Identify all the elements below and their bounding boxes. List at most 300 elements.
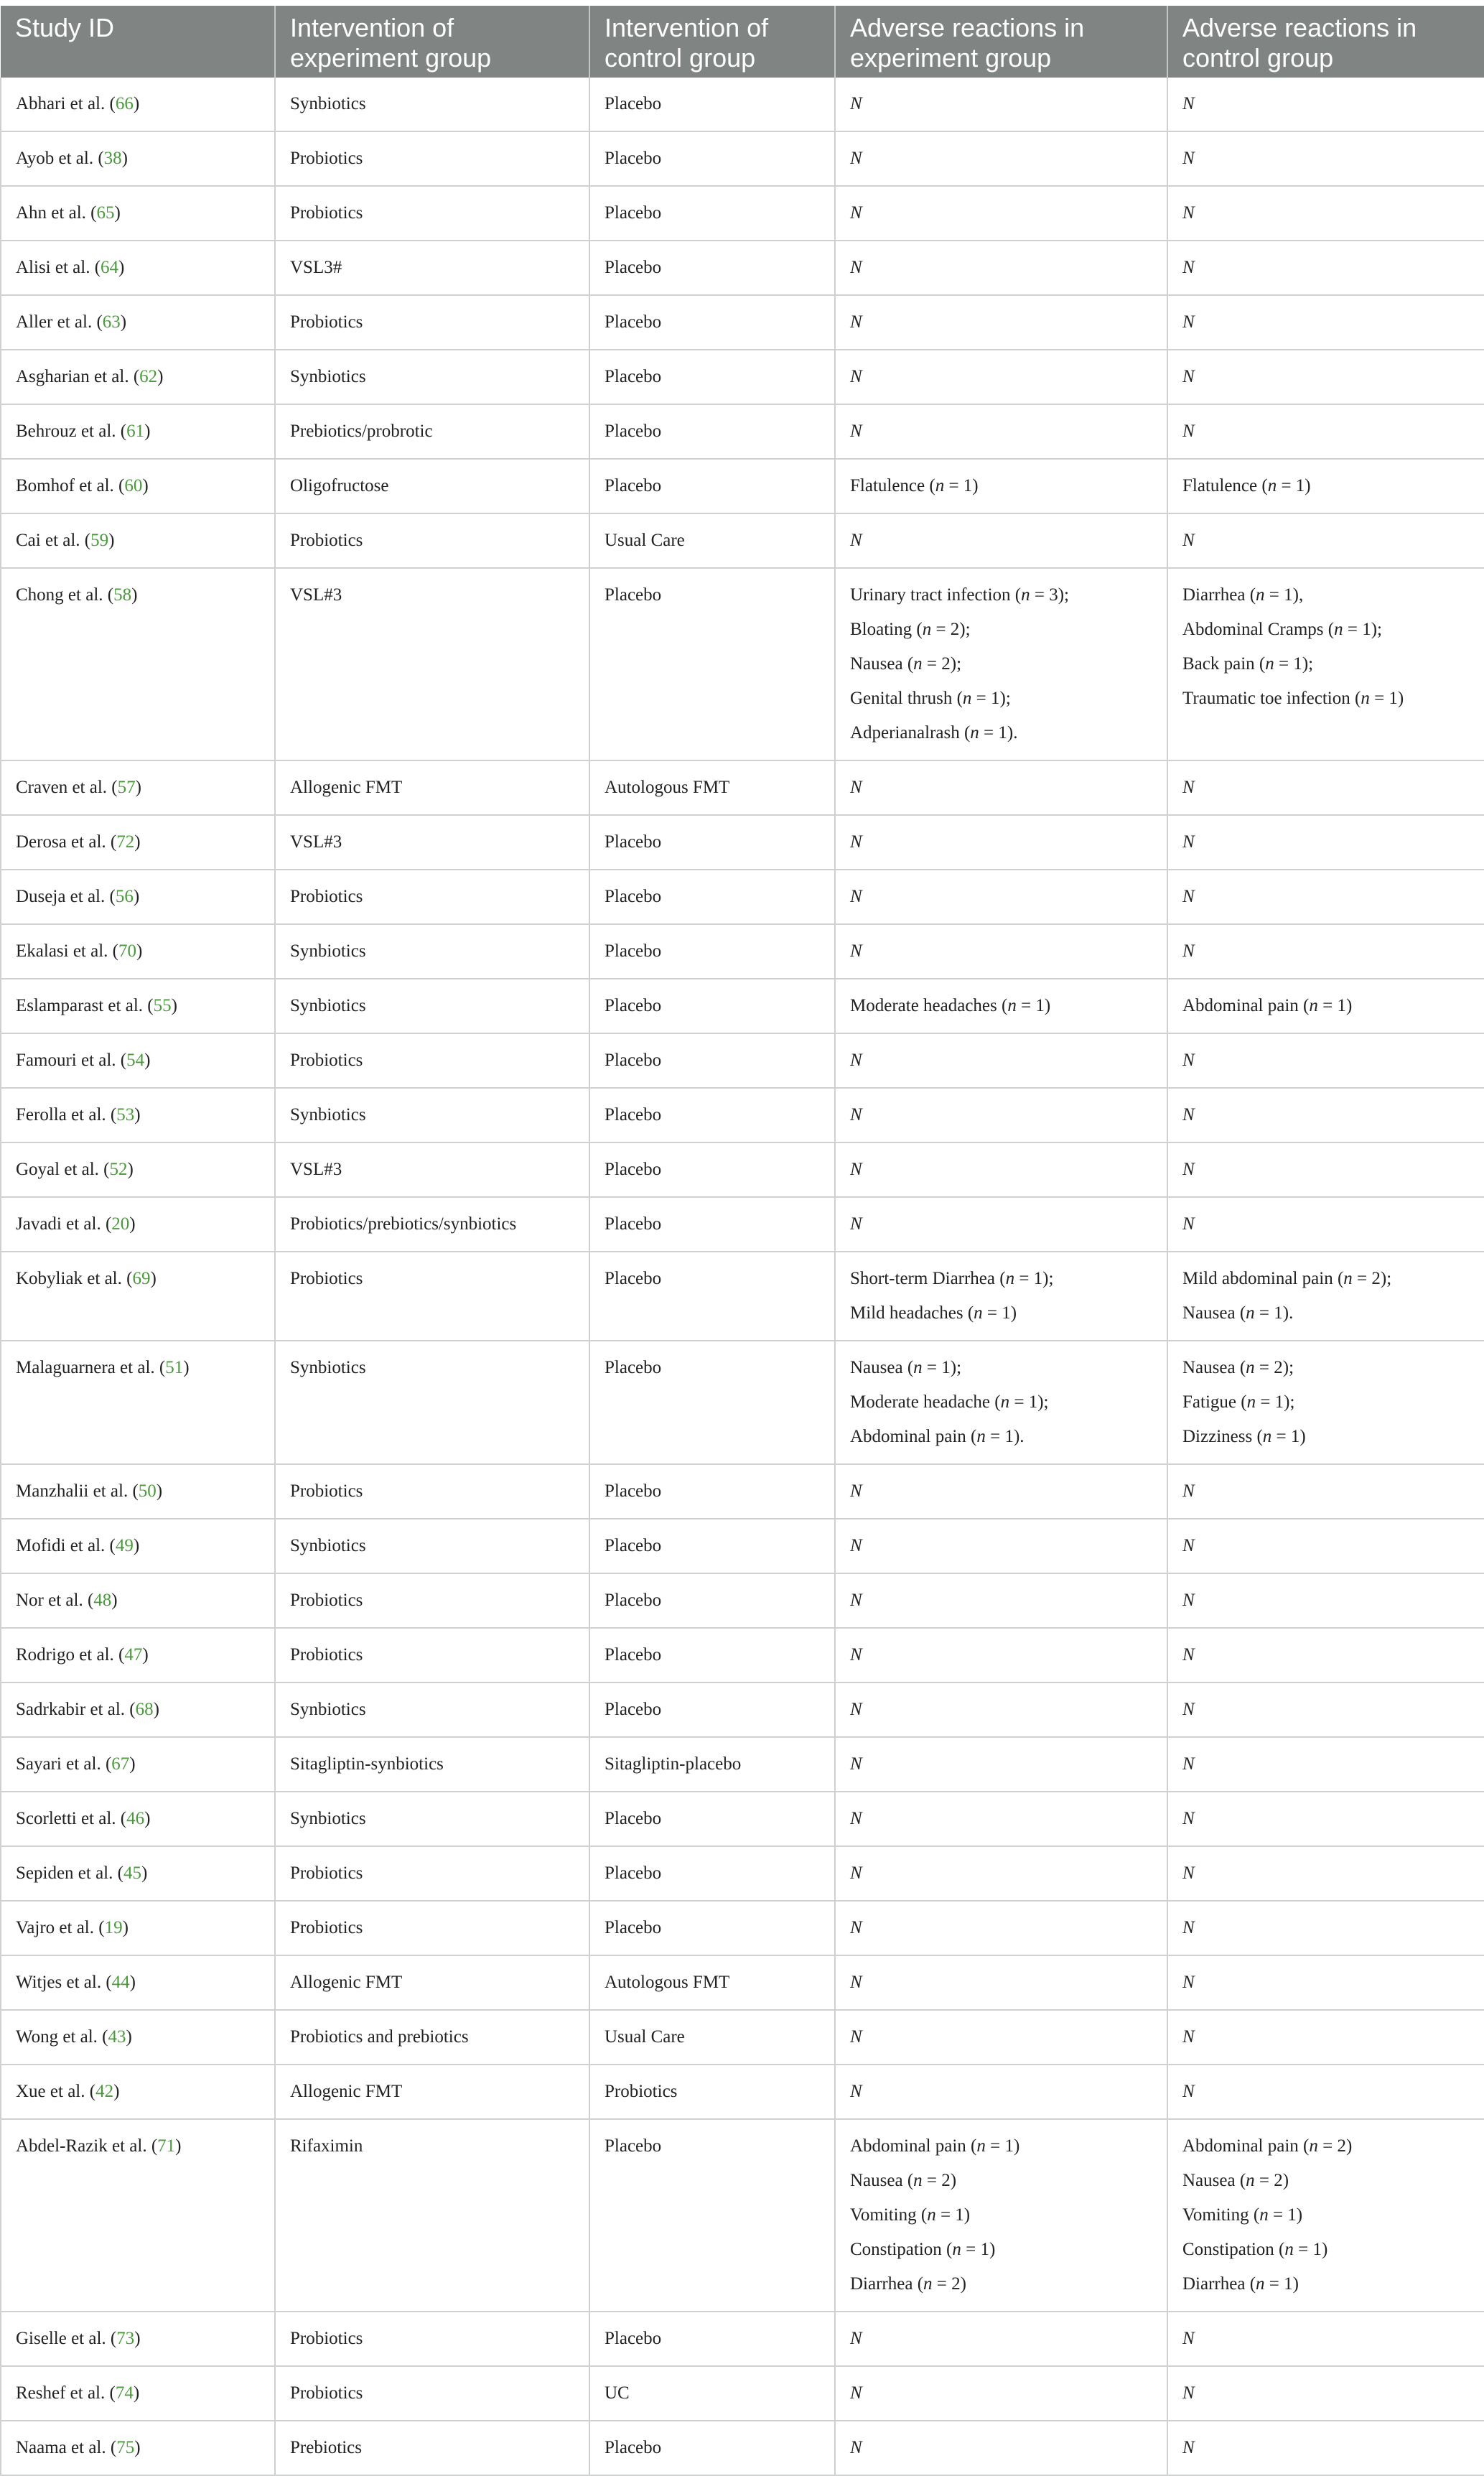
adverse-reaction-entry: N [850,422,862,441]
table-row [1,1955,1484,2010]
adverse-control-cell [1167,459,1484,513]
adverse-control-cell [1167,1341,1484,1464]
reference-link[interactable]: 72 [116,832,135,852]
adverse-reaction-entry: N [1182,203,1195,223]
study-author: Derosa et al. ( [16,832,117,852]
table-row [1,870,1484,924]
adverse-experiment-cell [835,1464,1167,1519]
reference-link[interactable]: 42 [95,2082,114,2101]
experiment-intervention-cell: Probiotics [275,1033,589,1088]
reference-link[interactable]: 58 [113,585,132,605]
table-row [1,1341,1484,1464]
adverse-reaction-entry: N [1182,2329,1195,2348]
adverse-experiment-cell [835,1519,1167,1573]
adverse-control-cell [1167,815,1484,870]
control-intervention-cell: Placebo [589,1033,835,1088]
control-intervention-cell: Usual Care [589,513,835,568]
adverse-experiment-cell [835,760,1167,815]
adverse-reaction-entry: N [850,778,862,797]
adverse-reaction-entry: Urinary tract infection (n = 3); [850,585,1069,605]
study-author: Scorletti et al. ( [16,1809,127,1828]
adverse-reaction-entry: Nausea (n = 2); [850,654,962,674]
reference-link[interactable]: 54 [126,1051,145,1070]
adverse-reaction-entry: Genital thrush (n = 1); [850,689,1011,708]
table-row [1,815,1484,870]
experiment-intervention-cell: Prebiotics/probrotic [275,404,589,459]
reference-link[interactable]: 46 [126,1809,145,1828]
reference-close-paren: ) [144,1051,151,1070]
adverse-reaction-entry: N [850,1645,862,1665]
reference-close-paren: ) [157,367,164,386]
control-intervention-cell: Placebo [589,1792,835,1846]
adverse-reaction-entry: N [850,1051,862,1070]
study-id-cell [1,760,275,815]
reference-link[interactable]: 51 [165,1358,184,1377]
table-row [1,924,1484,979]
study-author: Kobyliak et al. ( [16,1269,133,1288]
reference-link[interactable]: 66 [115,94,134,113]
adverse-experiment-cell [835,870,1167,924]
control-intervention-cell: Placebo [589,815,835,870]
reference-link[interactable]: 60 [124,476,143,495]
adverse-reaction-entry: Traumatic toe infection (n = 1) [1182,689,1404,708]
adverse-reaction-entry: Constipation (n = 1) [1182,2240,1328,2259]
table-row [1,1252,1484,1341]
reference-link[interactable]: 48 [93,1591,112,1610]
adverse-reaction-entry: N [1182,941,1195,961]
adverse-reaction-entry: N [1182,1481,1195,1501]
experiment-intervention-cell: Probiotics [275,1252,589,1341]
adverse-control-cell [1167,1088,1484,1142]
table-row [1,568,1484,760]
adverse-reaction-entry: N [850,887,862,906]
adverse-reaction-entry: N [850,2383,862,2403]
reference-link[interactable]: 64 [101,258,119,277]
adverse-reaction-entry: Abdominal Cramps (n = 1); [1182,620,1382,639]
experiment-intervention-cell: Oligofructose [275,459,589,513]
study-author: Nor et al. ( [16,1591,94,1610]
adverse-reaction-entry: N [1182,1214,1195,1234]
experiment-intervention-cell: Synbiotics [275,78,589,131]
reference-close-paren: ) [129,1973,136,1992]
reference-close-paren: ) [183,1358,190,1377]
reference-close-paren: ) [134,2438,141,2457]
table-row [1,2421,1484,2475]
control-intervention-cell: Placebo [589,350,835,404]
table-row [1,2312,1484,2366]
adverse-experiment-cell [835,350,1167,404]
table-row [1,1088,1484,1142]
study-id-cell [1,2366,275,2421]
adverse-control-cell [1167,513,1484,568]
study-id-cell [1,1142,275,1197]
adverse-control-cell [1167,1142,1484,1197]
table-row [1,1573,1484,1628]
reference-close-paren: ) [171,996,177,1015]
experiment-intervention-cell: Synbiotics [275,1792,589,1846]
control-intervention-cell: Placebo [589,1252,835,1341]
study-id-cell [1,1792,275,1846]
control-intervention-cell: Placebo [589,1628,835,1683]
study-id-cell [1,186,275,241]
reference-link[interactable]: 43 [108,2027,126,2047]
table-row [1,295,1484,350]
adverse-reaction-entry: N [850,258,862,277]
adverse-control-cell [1167,1792,1484,1846]
header-study-id: Study ID [1,6,275,78]
adverse-control-cell [1167,1033,1484,1088]
study-author: Mofidi et al. ( [16,1536,116,1555]
table-row [1,1792,1484,1846]
control-intervention-cell: UC [589,2366,835,2421]
adverse-reaction-entry: Diarrhea (n = 1) [1182,2274,1299,2294]
adverse-reaction-entry: N [850,1591,862,1610]
reference-link[interactable]: 57 [117,778,136,797]
table-row [1,1683,1484,1737]
reference-link[interactable]: 52 [109,1160,128,1179]
study-id-cell [1,350,275,404]
control-intervention-cell: Placebo [589,2312,835,2366]
adverse-experiment-cell [835,2312,1167,2366]
study-author: Ekalasi et al. ( [16,941,118,961]
adverse-reaction-entry: Nausea (n = 1); [850,1358,962,1377]
adverse-experiment-cell [835,513,1167,568]
reference-close-paren: ) [131,585,138,605]
adverse-reaction-entry: N [1182,258,1195,277]
adverse-reaction-entry: Abdominal pain (n = 1) [1182,996,1353,1015]
adverse-reaction-entry: Mild headaches (n = 1) [850,1303,1017,1323]
experiment-intervention-cell: Probiotics [275,513,589,568]
adverse-control-cell [1167,2366,1484,2421]
control-intervention-cell: Placebo [589,870,835,924]
adverse-experiment-cell [835,295,1167,350]
adverse-reaction-entry: N [1182,94,1195,113]
adverse-reaction-entry: N [850,1105,862,1125]
adverse-experiment-cell [835,1901,1167,1955]
adverse-experiment-cell [835,404,1167,459]
adverse-experiment-cell [835,241,1167,295]
control-intervention-cell: Placebo [589,186,835,241]
study-author: Ahn et al. ( [16,203,97,223]
adverse-reaction-entry: N [850,367,862,386]
adverse-reaction-entry: Moderate headaches (n = 1) [850,996,1051,1015]
study-author: Naama et al. ( [16,2438,117,2457]
adverse-reaction-entry: N [1182,1160,1195,1179]
adverse-reaction-entry: N [1182,531,1195,550]
study-id-cell [1,1737,275,1792]
study-id-cell [1,2010,275,2065]
reference-close-paren: ) [134,2329,141,2348]
reference-link[interactable]: 69 [132,1269,151,1288]
reference-close-paren: ) [120,312,127,332]
reference-link[interactable]: 19 [104,1918,123,1937]
adverse-reaction-entry: Vomiting (n = 1) [850,2205,971,2225]
study-id-cell [1,2421,275,2475]
adverse-reaction-entry: N [1182,1536,1195,1555]
adverse-control-cell [1167,924,1484,979]
adverse-reaction-entry: N [850,149,862,168]
adverse-control-cell [1167,1519,1484,1573]
study-author: Giselle et al. ( [16,2329,117,2348]
reference-close-paren: ) [150,1269,157,1288]
reference-link[interactable]: 61 [126,422,145,441]
adverse-reaction-entry: Short-term Diarrhea (n = 1); [850,1269,1054,1288]
adverse-control-cell [1167,1464,1484,1519]
study-id-cell [1,2312,275,2366]
adverse-reaction-entry: N [1182,149,1195,168]
study-author: Witjes et al. ( [16,1973,112,1992]
control-intervention-cell: Autologous FMT [589,1955,835,2010]
experiment-intervention-cell: VSL3# [275,241,589,295]
adverse-reaction-entry: Diarrhea (n = 2) [850,2274,966,2294]
adverse-experiment-cell [835,2010,1167,2065]
adverse-reaction-entry: N [850,1214,862,1234]
experiment-intervention-cell: Probiotics/prebiotics/synbiotics [275,1197,589,1252]
reference-close-paren: ) [141,1863,148,1883]
study-id-cell [1,1033,275,1088]
reference-link[interactable]: 50 [138,1481,157,1501]
adverse-reaction-entry: N [850,1481,862,1501]
adverse-reaction-entry: N [850,2438,862,2457]
reference-close-paren: ) [121,149,128,168]
experiment-intervention-cell: VSL#3 [275,1142,589,1197]
adverse-reaction-entry: Constipation (n = 1) [850,2240,996,2259]
adverse-reaction-entry: Abdominal pain (n = 1) [850,2136,1020,2156]
control-intervention-cell: Placebo [589,131,835,186]
experiment-intervention-cell: Synbiotics [275,350,589,404]
table-row [1,78,1484,131]
adverse-reaction-entry: N [1182,1051,1195,1070]
experiment-intervention-cell: VSL#3 [275,815,589,870]
reference-link[interactable]: 59 [90,531,109,550]
study-id-cell [1,870,275,924]
adverse-reaction-entry: N [850,203,862,223]
table-row [1,1628,1484,1683]
adverse-control-cell [1167,870,1484,924]
table-body [1,78,1484,2475]
table-row [1,1464,1484,1519]
adverse-experiment-cell [835,1142,1167,1197]
reference-close-paren: ) [142,476,149,495]
reference-link[interactable]: 45 [123,1863,141,1883]
reference-link[interactable]: 65 [96,203,115,223]
adverse-reaction-entry: N [850,1918,862,1937]
experiment-intervention-cell: Prebiotics [275,2421,589,2475]
adverse-reaction-entry: N [1182,2027,1195,2047]
adverse-experiment-cell [835,924,1167,979]
adverse-control-cell [1167,1846,1484,1901]
adverse-control-cell [1167,979,1484,1033]
table-row [1,1901,1484,1955]
study-author: Sayari et al. ( [16,1754,112,1774]
reference-link[interactable]: 67 [111,1754,130,1774]
adverse-reaction-entry: Nausea (n = 2) [850,2171,957,2190]
adverse-reaction-entry: N [1182,1105,1195,1125]
experiment-intervention-cell: Probiotics [275,131,589,186]
study-author: Asgharian et al. ( [16,367,140,386]
table-row [1,1033,1484,1088]
adverse-reaction-entry: Nausea (n = 1). [1182,1303,1294,1323]
reference-close-paren: ) [144,1809,151,1828]
experiment-intervention-cell: Synbiotics [275,1519,589,1573]
experiment-intervention-cell: Probiotics [275,870,589,924]
adverse-reaction-entry: N [850,1160,862,1179]
experiment-intervention-cell: Probiotics [275,2312,589,2366]
adverse-control-cell [1167,131,1484,186]
reference-close-paren: ) [133,94,140,113]
adverse-reaction-entry: N [1182,2438,1195,2457]
control-intervention-cell: Placebo [589,2421,835,2475]
study-author: Reshef et al. ( [16,2383,116,2403]
reference-link[interactable]: 38 [103,149,122,168]
reference-link[interactable]: 20 [111,1214,130,1234]
study-id-cell [1,1519,275,1573]
study-id-cell [1,2119,275,2312]
reference-link[interactable]: 49 [115,1536,134,1555]
study-id-cell [1,241,275,295]
study-id-cell [1,979,275,1033]
reference-close-paren: ) [118,258,125,277]
reference-link[interactable]: 47 [124,1645,143,1665]
adverse-reaction-entry: Abdominal pain (n = 1). [850,1427,1025,1446]
reference-link[interactable]: 75 [116,2438,135,2457]
table-header [1,6,1484,78]
adverse-control-cell [1167,1737,1484,1792]
adverse-reaction-entry: N [1182,1973,1195,1992]
adverse-reaction-entry: N [1182,778,1195,797]
adverse-experiment-cell [835,1955,1167,2010]
table-row [1,513,1484,568]
study-author: Vajro et al. ( [16,1918,105,1937]
study-id-cell [1,1628,275,1683]
reference-link[interactable]: 56 [115,887,134,906]
adverse-control-cell [1167,1683,1484,1737]
adverse-control-cell [1167,2421,1484,2475]
reference-close-paren: ) [175,2136,182,2156]
adverse-reaction-entry: N [850,941,862,961]
study-id-cell [1,924,275,979]
adverse-experiment-cell [835,1197,1167,1252]
reference-close-paren: ) [133,887,140,906]
table-row [1,1737,1484,1792]
study-author: Craven et al. ( [16,778,118,797]
reference-link[interactable]: 55 [153,996,172,1015]
table-row [1,979,1484,1033]
study-author: Bomhof et al. ( [16,476,125,495]
reference-link[interactable]: 63 [102,312,121,332]
reference-close-paren: ) [127,1160,134,1179]
study-author: Aller et al. ( [16,312,103,332]
adverse-control-cell [1167,186,1484,241]
reference-link[interactable]: 68 [135,1700,154,1719]
study-id-cell [1,131,275,186]
control-intervention-cell: Placebo [589,1088,835,1142]
reference-link[interactable]: 74 [115,2383,134,2403]
reference-close-paren: ) [142,1645,149,1665]
study-author: Goyal et al. ( [16,1160,110,1179]
experiment-intervention-cell: Allogenic FMT [275,2065,589,2119]
reference-close-paren: ) [136,941,143,961]
adverse-reaction-entry: Dizziness (n = 1) [1182,1427,1306,1446]
study-author: Wong et al. ( [16,2027,108,2047]
reference-link[interactable]: 70 [118,941,136,961]
reference-link[interactable]: 62 [139,367,158,386]
adverse-experiment-cell [835,2065,1167,2119]
adverse-reaction-entry: N [1182,422,1195,441]
control-intervention-cell: Placebo [589,1901,835,1955]
study-id-cell [1,1252,275,1341]
header-intervention-control: Intervention of control group [589,6,835,78]
adverse-experiment-cell [835,1792,1167,1846]
study-author: Rodrigo et al. ( [16,1645,125,1665]
control-intervention-cell: Placebo [589,1464,835,1519]
adverse-experiment-cell [835,78,1167,131]
adverse-reaction-entry: Abdominal pain (n = 2) [1182,2136,1353,2156]
study-author: Famouri et al. ( [16,1051,127,1070]
control-intervention-cell: Usual Care [589,2010,835,2065]
reference-link[interactable]: 71 [157,2136,176,2156]
experiment-intervention-cell: Probiotics [275,1464,589,1519]
reference-link[interactable]: 53 [116,1105,135,1125]
adverse-control-cell [1167,2065,1484,2119]
control-intervention-cell: Placebo [589,1846,835,1901]
reference-link[interactable]: 44 [111,1973,130,1992]
adverse-reaction-entry: N [1182,887,1195,906]
experiment-intervention-cell: Rifaximin [275,2119,589,2312]
experiment-intervention-cell: Allogenic FMT [275,1955,589,2010]
reference-close-paren: ) [111,1591,118,1610]
experiment-intervention-cell: Synbiotics [275,924,589,979]
adverse-reaction-entry: N [1182,832,1195,852]
control-intervention-cell: Placebo [589,1341,835,1464]
study-author: Sepiden et al. ( [16,1863,123,1883]
adverse-reaction-entry: Nausea (n = 2); [1182,1358,1294,1377]
reference-link[interactable]: 73 [116,2329,135,2348]
study-author: Abdel-Razik et al. ( [16,2136,158,2156]
study-author: Chong et al. ( [16,585,114,605]
study-author: Duseja et al. ( [16,887,116,906]
adverse-reaction-entry: N [850,1863,862,1883]
adverse-reaction-entry: N [850,1754,862,1774]
adverse-experiment-cell [835,459,1167,513]
adverse-control-cell [1167,2312,1484,2366]
adverse-control-cell [1167,2010,1484,2065]
study-id-cell [1,404,275,459]
adverse-experiment-cell [835,2366,1167,2421]
reference-close-paren: ) [134,1105,141,1125]
adverse-reaction-entry: Diarrhea (n = 1), [1182,585,1304,605]
adverse-experiment-cell [835,1573,1167,1628]
adverse-control-cell [1167,295,1484,350]
adverse-control-cell [1167,1252,1484,1341]
reference-close-paren: ) [122,1918,129,1937]
header-adverse-control: Adverse reactions in control group [1167,6,1484,78]
study-id-cell [1,1901,275,1955]
table-row [1,404,1484,459]
adverse-reaction-entry: N [1182,1918,1195,1937]
study-author: Xue et al. ( [16,2082,96,2101]
adverse-reaction-entry: N [850,2329,862,2348]
experiment-intervention-cell: Probiotics [275,1628,589,1683]
study-id-cell [1,1683,275,1737]
adverse-experiment-cell [835,979,1167,1033]
study-author: Ferolla et al. ( [16,1105,117,1125]
table-row [1,186,1484,241]
control-intervention-cell: Placebo [589,404,835,459]
adverse-reaction-entry: Vomiting (n = 1) [1182,2205,1303,2225]
study-id-cell [1,295,275,350]
header-intervention-experiment: Intervention of experiment group [275,6,589,78]
